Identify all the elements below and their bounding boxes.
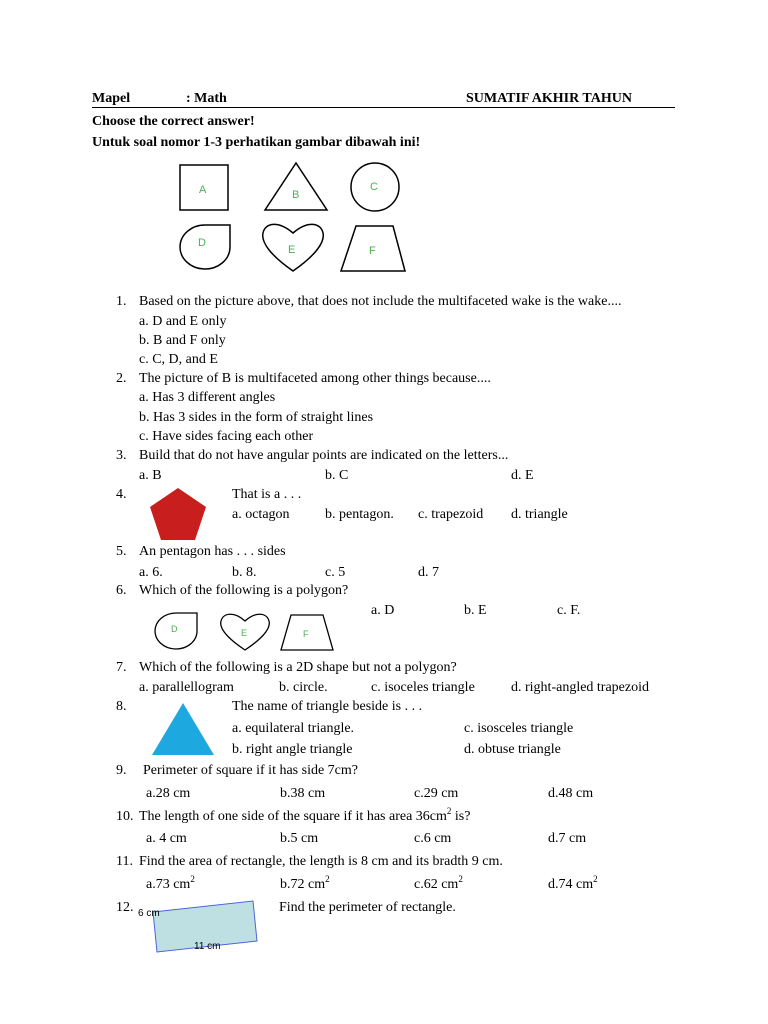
q4-number: 4.: [116, 487, 127, 502]
q10-option-d: d.7 cm: [548, 831, 587, 846]
q6-option-c: c. F.: [557, 603, 581, 618]
q8-option-c: c. isosceles triangle: [464, 721, 574, 736]
q6-number: 6.: [116, 583, 127, 598]
q5-option-b: b. 8.: [232, 565, 257, 580]
q11-option-b: [280, 874, 330, 892]
q3-text: Build that do not have angular points are indicated on the letters...: [139, 448, 509, 463]
q7-option-b: b. circle.: [279, 680, 328, 695]
q11-option-c: [414, 874, 463, 892]
q3-number: 3.: [116, 448, 127, 463]
q11-option-c-text: c.62 cm: [414, 877, 459, 892]
q10-option-a: a. 4 cm: [146, 831, 187, 846]
q7-number: 7.: [116, 660, 127, 675]
q4-option-c: c. trapezoid: [418, 507, 484, 522]
q10-text-superscript: 2: [446, 806, 452, 816]
q11-option-b-text: b.72 cm: [280, 877, 326, 892]
shape-d-letter: D: [198, 237, 206, 249]
q1-option-a: a. D and E only: [139, 314, 227, 329]
q12-length-label: 11 cm: [194, 941, 221, 952]
q5-option-c: c. 5: [325, 565, 346, 580]
q7-option-c: c. isoceles triangle: [371, 680, 475, 695]
q9-option-b: b.38 cm: [280, 786, 326, 801]
q7-text: Which of the following is a 2D shape but not a polygon?: [139, 660, 457, 675]
q10-text-post: is?: [451, 809, 471, 824]
q6-shape-e-letter: E: [241, 628, 248, 638]
q6-option-a: a. D: [371, 603, 395, 618]
q1-option-c: c. C, D, and E: [139, 352, 218, 367]
q5-text: An pentagon has . . . sides: [139, 544, 286, 559]
q4-text: That is a . . .: [232, 487, 302, 502]
q9-option-a: a.28 cm: [146, 786, 191, 801]
q1-option-b: b. B and F only: [139, 333, 226, 348]
q9-number: 9.: [116, 763, 127, 778]
q3-option-d: d. E: [511, 468, 534, 483]
q10-text: [139, 806, 471, 824]
q11-option-d-text: d.74 cm: [548, 877, 594, 892]
q11-option-a-sup: 2: [190, 874, 195, 884]
q6-text: Which of the following is a polygon?: [139, 583, 349, 598]
q8-option-d: d. obtuse triangle: [464, 742, 561, 757]
q11-option-a: [146, 874, 195, 892]
q7-option-a: a. parallellogram: [139, 680, 234, 695]
q6-shapes-figure: [150, 610, 340, 652]
q2-option-a: a. Has 3 different angles: [139, 390, 276, 405]
instruction-1: Choose the correct answer!: [92, 114, 255, 129]
q2-text: The picture of B is multifaceted among other things because....: [139, 371, 491, 386]
q4-option-a: a. octagon: [232, 507, 290, 522]
q8-text: The name of triangle beside is . . .: [232, 699, 423, 714]
shape-f-letter: F: [369, 245, 376, 257]
q2-option-c: c. Have sides facing each other: [139, 429, 314, 444]
shape-b-letter: B: [292, 189, 300, 201]
shape-a-letter: A: [199, 184, 207, 196]
q9-option-d: d.48 cm: [548, 786, 594, 801]
q7-option-d: d. right-angled trapezoid: [511, 680, 650, 695]
q12-text: Find the perimeter of rectangle.: [279, 900, 456, 915]
q4-option-b: b. pentagon.: [325, 507, 394, 522]
q2-option-b: b. Has 3 sides in the form of straight lines: [139, 410, 374, 425]
shape-c-letter: C: [370, 181, 378, 193]
q10-option-b: b.5 cm: [280, 831, 319, 846]
q1-number: 1.: [116, 294, 127, 309]
q9-option-c: c.29 cm: [414, 786, 459, 801]
q10-number: 10.: [116, 809, 134, 824]
q4-option-d: d. triangle: [511, 507, 568, 522]
subject-label: Mapel: [92, 91, 131, 106]
q1-text: Based on the picture above, that does not include the multifaceted wake is the wake....: [139, 294, 622, 309]
q11-text: Find the area of rectangle, the length is 8 cm and its bradth 9 cm.: [139, 854, 503, 869]
exam-title: SUMATIF AKHIR TAHUN: [466, 91, 632, 106]
q11-option-d-sup: 2: [593, 874, 598, 884]
shapes-figure: [170, 160, 420, 275]
q2-number: 2.: [116, 371, 127, 386]
q3-option-b: b. C: [325, 468, 349, 483]
q12-number: 12.: [116, 900, 134, 915]
q12-width-label: 6 cm: [138, 908, 160, 919]
q10-option-c: c.6 cm: [414, 831, 452, 846]
q9-text: Perimeter of square if it has side 7cm?: [143, 763, 358, 778]
q10-text-pre: The length of one side of the square if it has area 36cm: [139, 809, 447, 824]
q6-shape-f-letter: F: [303, 629, 309, 639]
subject-value: : Math: [186, 91, 227, 106]
q5-number: 5.: [116, 544, 127, 559]
pentagon-figure: [148, 487, 208, 541]
q5-option-d: d. 7: [418, 565, 439, 580]
q6-option-b: b. E: [464, 603, 487, 618]
q6-shape-d-letter: D: [171, 624, 178, 634]
q11-option-a-text: a.73 cm: [146, 877, 191, 892]
q8-option-b: b. right angle triangle: [232, 742, 353, 757]
q11-option-b-sup: 2: [325, 874, 330, 884]
blue-triangle-figure: [151, 702, 215, 756]
q5-option-a: a. 6.: [139, 565, 163, 580]
header-rule: [92, 107, 675, 108]
instruction-2: Untuk soal nomor 1-3 perhatikan gambar dibawah ini!: [92, 135, 421, 150]
q11-number: 11.: [116, 854, 133, 869]
shape-e-letter: E: [288, 244, 296, 256]
q8-number: 8.: [116, 699, 127, 714]
q8-option-a: a. equilateral triangle.: [232, 721, 355, 736]
q11-option-c-sup: 2: [458, 874, 463, 884]
shape-b-triangle: [265, 163, 327, 210]
q11-option-d: [548, 874, 598, 892]
q3-option-a: a. B: [139, 468, 162, 483]
